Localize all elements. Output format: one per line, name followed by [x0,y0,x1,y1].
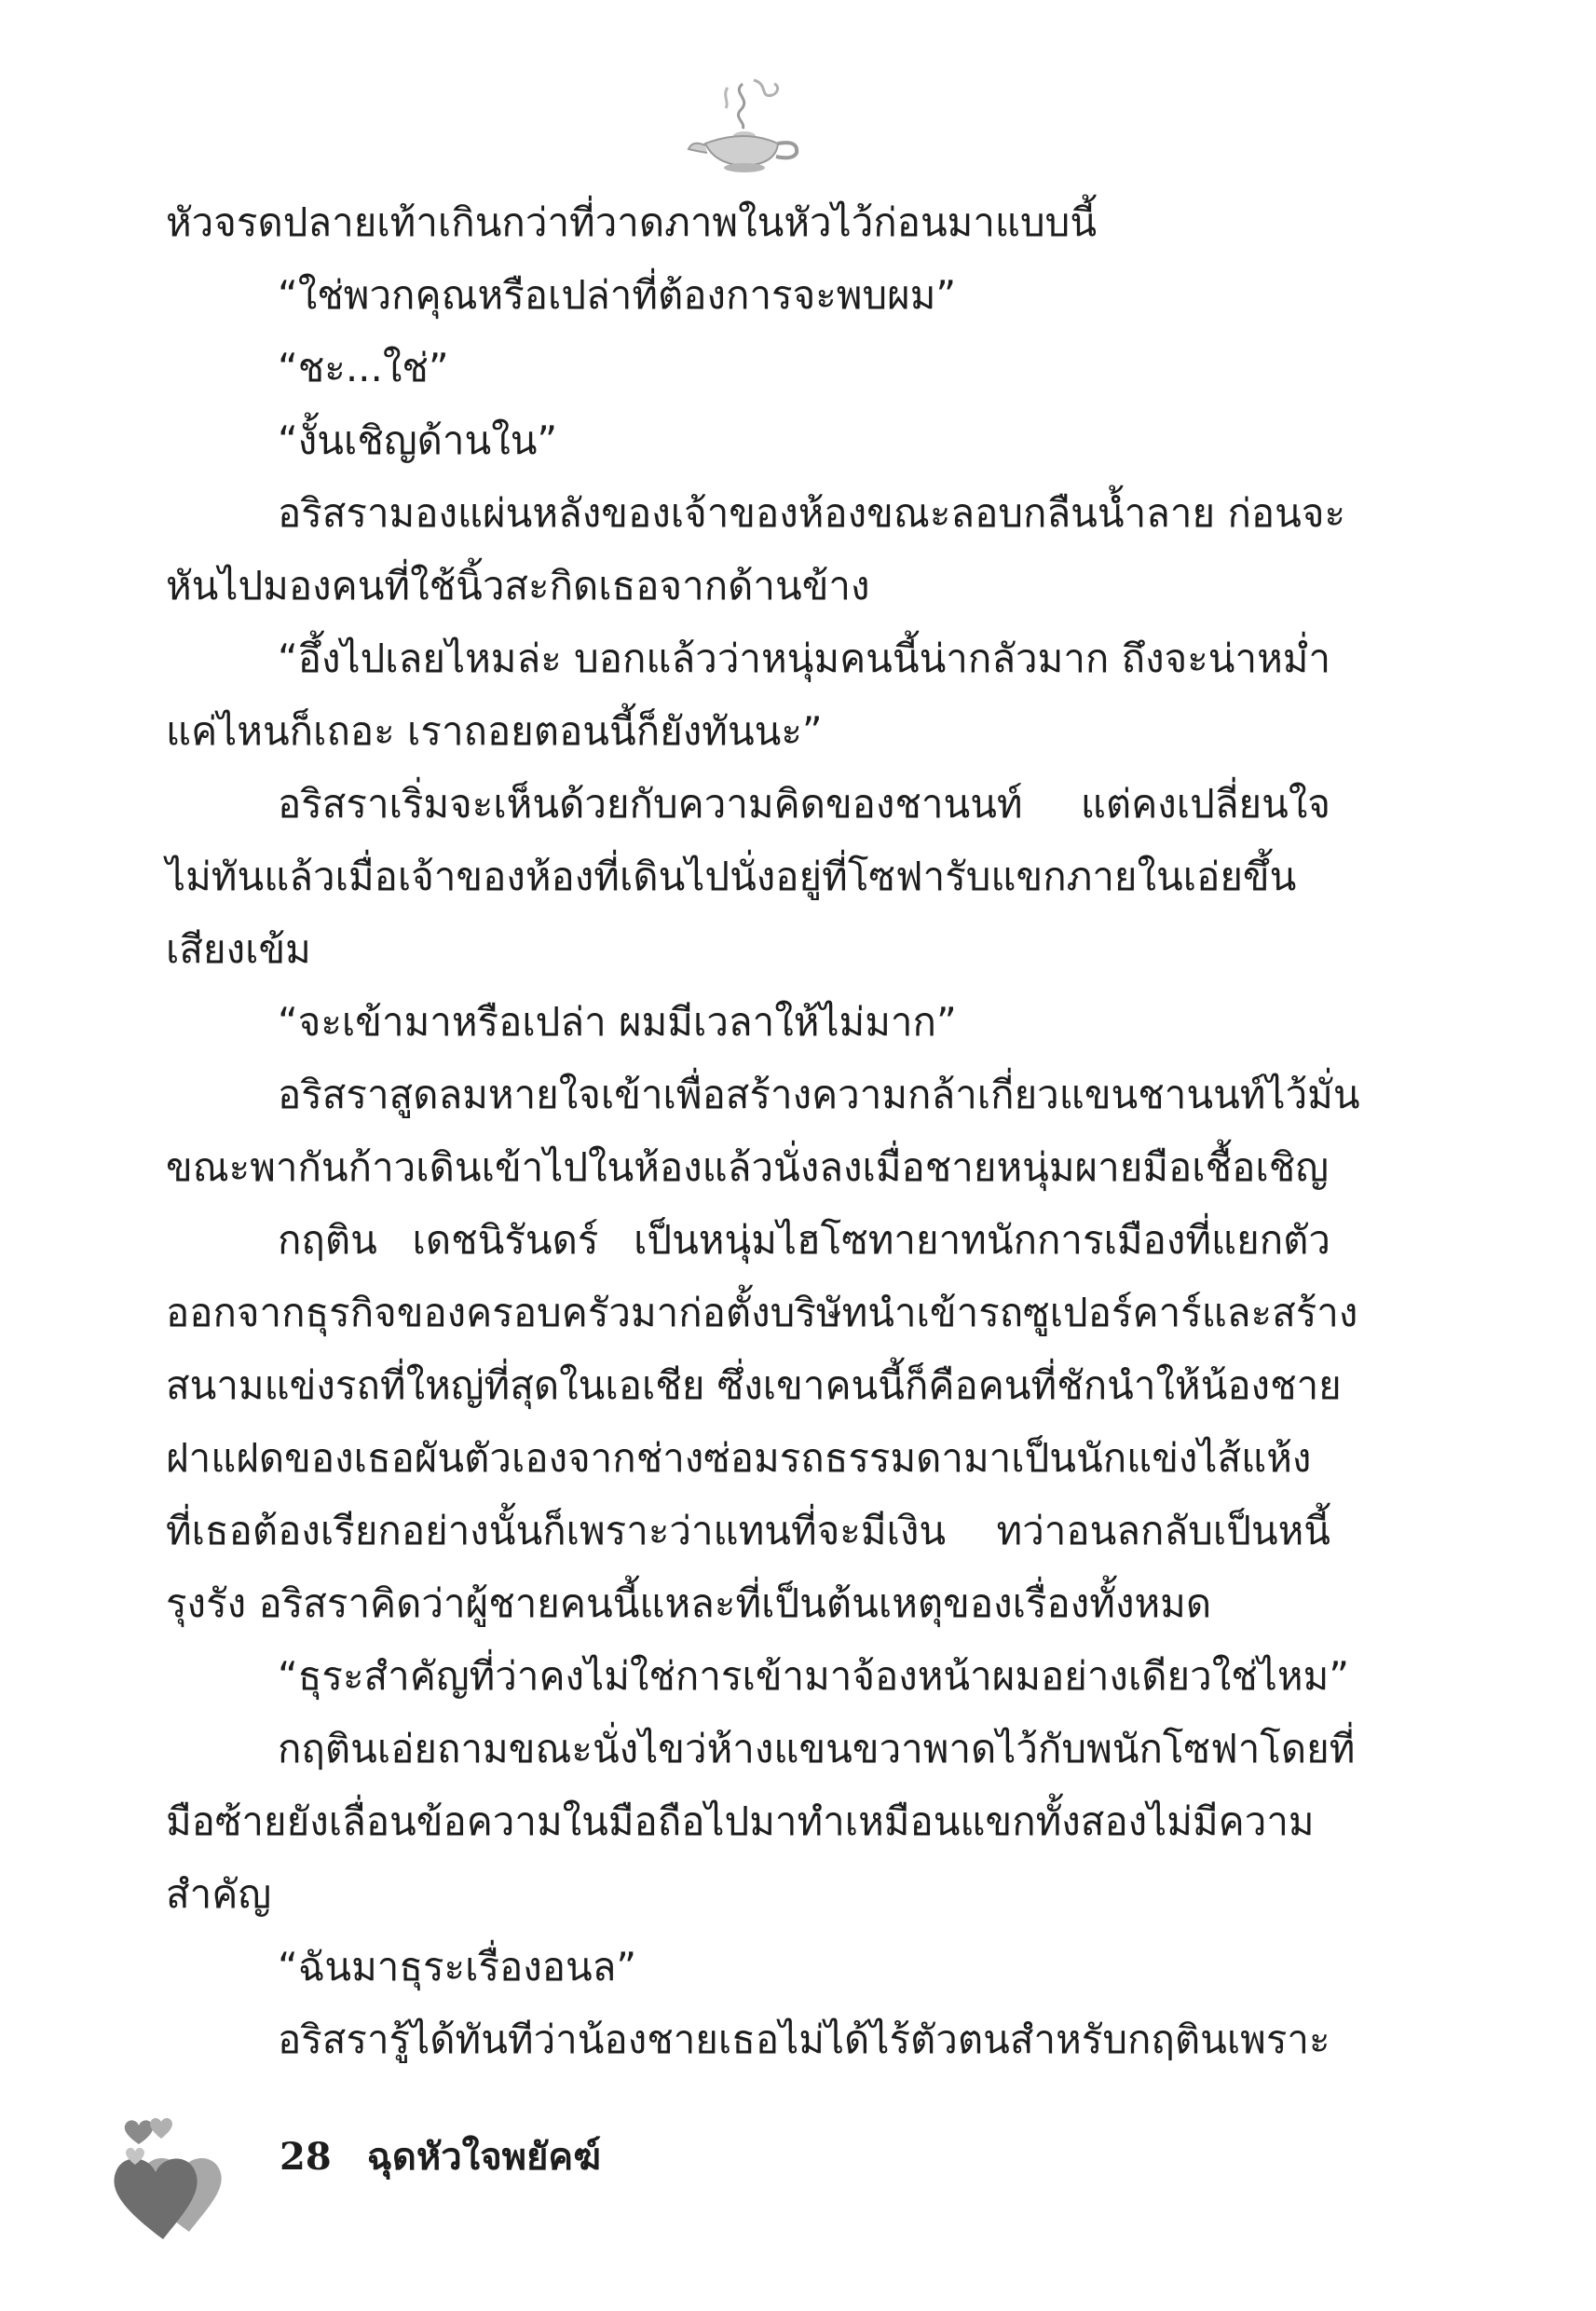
genie-lamp-icon [685,75,806,177]
text-line: “จะเข้ามาหรือเปล่า ผมมีเวลาให้ไม่มาก” [278,999,957,1045]
text-line: หัวจรดปลายเท้าเกินกว่าที่วาดภาพในหัวไว้ก่อนมาแบบนี้ [166,199,1098,245]
text-line: อริสราเริ่มจะเห็นด้วยกับความคิดของชานนท์ แต่คงเปลี่ยนใจ [278,781,1330,827]
text-line: ฝาแฝดของเธอผันตัวเองจากช่างซ่อมรถธรรมดามาเป็นนักแข่งไส้แห้ง [166,1435,1312,1481]
text-line: เสียงเข้ม [166,926,311,972]
text-line: สนามแข่งรถที่ใหญ่ที่สุดในเอเชีย ซึ่งเขาคนนี้ก็คือคนที่ชักนำให้น้องชาย [166,1362,1342,1408]
hearts-icon [107,2101,256,2241]
page-number: 28 [280,2135,332,2179]
text-line: สำคัญ [166,1871,272,1917]
text-line: รุงรัง อริสราคิดว่าผู้ชายคนนี้แหละที่เป็นต้นเหตุของเรื่องทั้งหมด [166,1580,1212,1626]
text-line: ขณะพากันก้าวเดินเข้าไปในห้องแล้วนั่งลงเมื่อชายหนุ่มผายมือเชื้อเชิญ [166,1144,1330,1190]
text-line: “ชะ...ใช่” [278,345,449,390]
text-line: ไม่ทันแล้วเมื่อเจ้าของห้องที่เดินไปนั่งอยู่ที่โซฟารับแขกภายในเอ่ยขึ้น [166,854,1297,899]
text-line: อริสราสูดลมหายใจเข้าเพื่อสร้างความกล้าเกี่ยวแขนชานนท์ไว้มั่น [278,1072,1360,1117]
text-line: ที่เธอต้องเรียกอย่างนั้นก็เพราะว่าแทนที่จะมีเงิน ทว่าอนลกลับเป็นหนี้ [166,1508,1330,1553]
text-line: ออกจากธุรกิจของครอบครัวมาก่อตั้งบริษัทนำเข้ารถซูเปอร์คาร์และสร้าง [166,1290,1358,1335]
text-line: “ธุระสำคัญที่ว่าคงไม่ใช่การเข้ามาจ้องหน้าผมอย่างเดียวใช่ไหม” [278,1653,1350,1699]
text-line: หันไปมองคนที่ใช้นิ้วสะกิดเธอจากด้านข้าง [166,563,870,609]
text-line: “งั้นเชิญด้านใน” [278,417,558,463]
body-text [166,186,1360,2076]
text-line: “ฉันมาธุระเรื่องอนล” [278,1944,637,1990]
page-footer [280,2126,601,2186]
text-line: อริสรารู้ได้ทันทีว่าน้องชายเธอไม่ได้ไร้ตัวตนสำหรับกฤตินเพราะ [278,2017,1330,2062]
text-line: “ใช่พวกคุณหรือเปล่าที่ต้องการจะพบผม” [278,272,957,318]
text-line: กฤติน เดชนิรันดร์ เป็นหนุ่มไฮโซทายาทนักการเมืองที่แยกตัว [278,1217,1330,1263]
text-line: อริสรามองแผ่นหลังของเจ้าของห้องขณะลอบกลืนน้ำลาย ก่อนจะ [278,490,1345,536]
text-line: แค่ไหนก็เถอะ เราถอยตอนนี้ก็ยังทันนะ” [166,708,823,754]
text-line: กฤตินเอ่ยถามขณะนั่งไขว่ห้างแขนขวาพาดไว้กับพนักโซฟาโดยที่ [278,1726,1356,1771]
text-line: “อึ้งไปเลยไหมล่ะ บอกแล้วว่าหนุ่มคนนี้น่ากลัวมาก ถึงจะน่าหม่ำ [278,636,1331,681]
book-title: ฉุดหัวใจพยัคฆ์ [366,2135,601,2179]
text-line: มือซ้ายยังเลื่อนข้อความในมือถือไปมาทำเหมือนแขกทั้งสองไม่มีความ [166,1798,1315,1844]
